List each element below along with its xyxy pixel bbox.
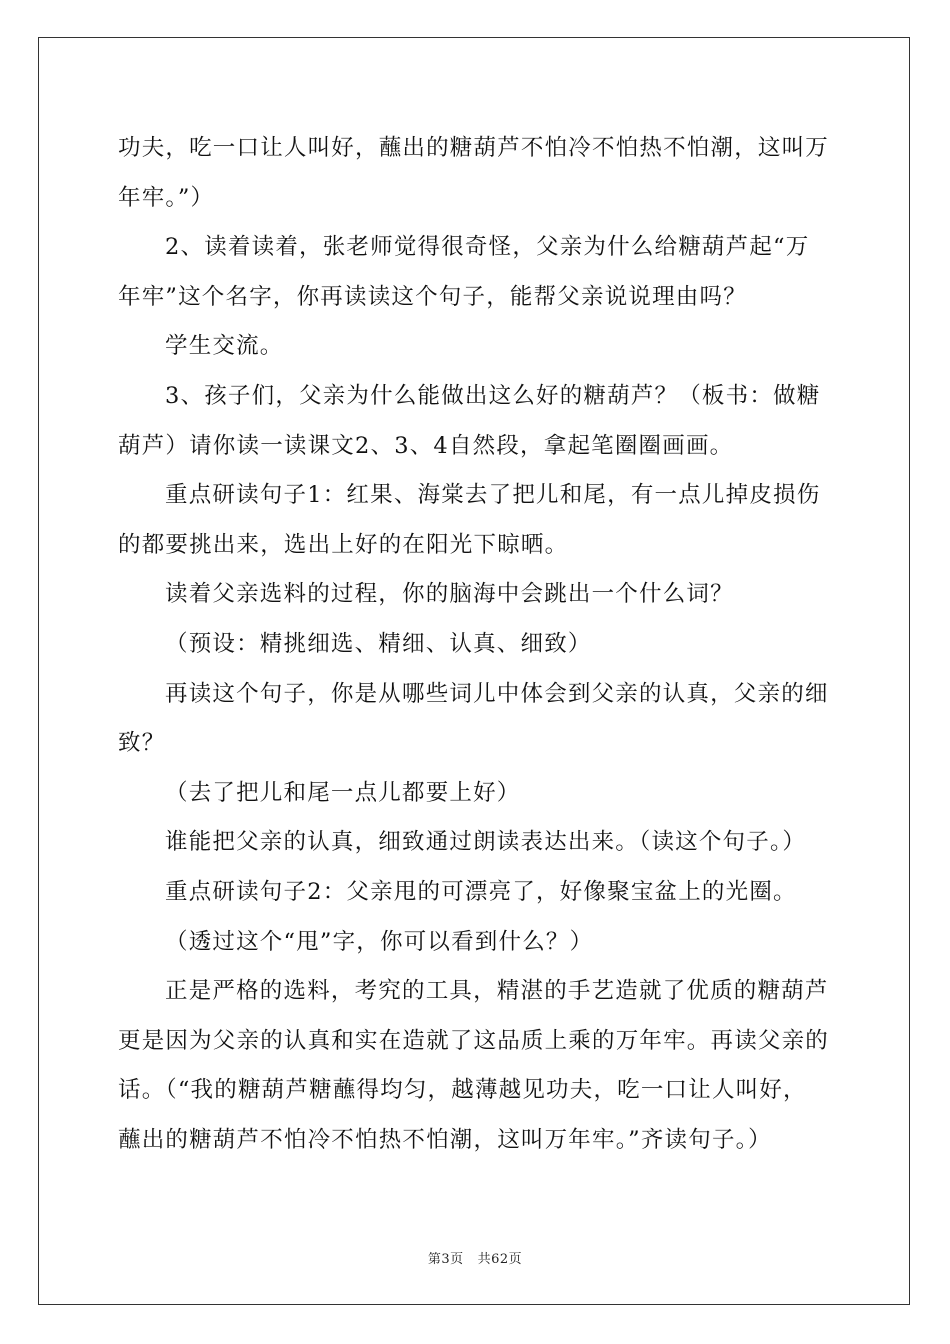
text-line: （透过这个“甩”字，你可以看到什么？） [165,928,594,955]
text-line: （去了把儿和尾一点儿都要上好） [165,779,521,806]
text-line: 读着父亲选料的过程，你的脑海中会跳出一个什么词？ [165,581,734,608]
text-line: 2、读着读着，张老师觉得很奇怪，父亲为什么给糖葫芦起“万 [165,234,810,261]
document-body [118,124,838,1165]
text-line: 的都要挑出来，选出上好的在阳光下晾晒。 [118,531,569,558]
text-line: 致？ [118,730,166,757]
page-total: 共62页 [477,1252,523,1267]
text-line: 年牢。”） [118,184,215,211]
text-line: 葫芦）请你读一读课文2、3、4自然段，拿起笔圈圈画画。 [118,432,734,459]
text-line: 年牢”这个名字，你再读读这个句子，能帮父亲说说理由吗？ [118,283,747,310]
page-footer [0,1248,950,1267]
text-line: 蘸出的糖葫芦不怕冷不怕热不怕潮，这叫万年牢。”齐读句子。） [118,1126,772,1153]
text-line: 谁能把父亲的认真，细致通过朗读表达出来。（读这个句子。） [165,829,807,856]
text-line: 学生交流。 [165,333,284,360]
text-line: 3、孩子们，父亲为什么能做出这么好的糖葫芦？（板书：做糖 [165,382,821,409]
text-line: 正是严格的选料，考究的工具，精湛的手艺造就了优质的糖葫芦 [165,978,829,1005]
text-line: 功夫，吃一口让人叫好，蘸出的糖葫芦不怕冷不怕热不怕潮，这叫万 [118,135,830,161]
text-line: 重点研读句子2：父亲甩的可漂亮了，好像聚宝盆上的光圈。 [165,878,797,905]
text-line: 重点研读句子1：红果、海棠去了把儿和尾，有一点儿掉皮损伤 [165,482,821,509]
page-number: 第3页 [427,1252,464,1267]
text-line: 再读这个句子，你是从哪些词儿中体会到父亲的认真，父亲的细 [165,680,829,707]
text-line: 更是因为父亲的认真和实在造就了这品质上乘的万年牢。再读父亲的 [118,1027,830,1054]
text-line: （预设：精挑细选、精细、认真、细致） [165,630,592,657]
text-line: 话。（“我的糖葫芦糖蘸得均匀，越薄越见功夫，吃一口让人叫好， [118,1077,807,1104]
